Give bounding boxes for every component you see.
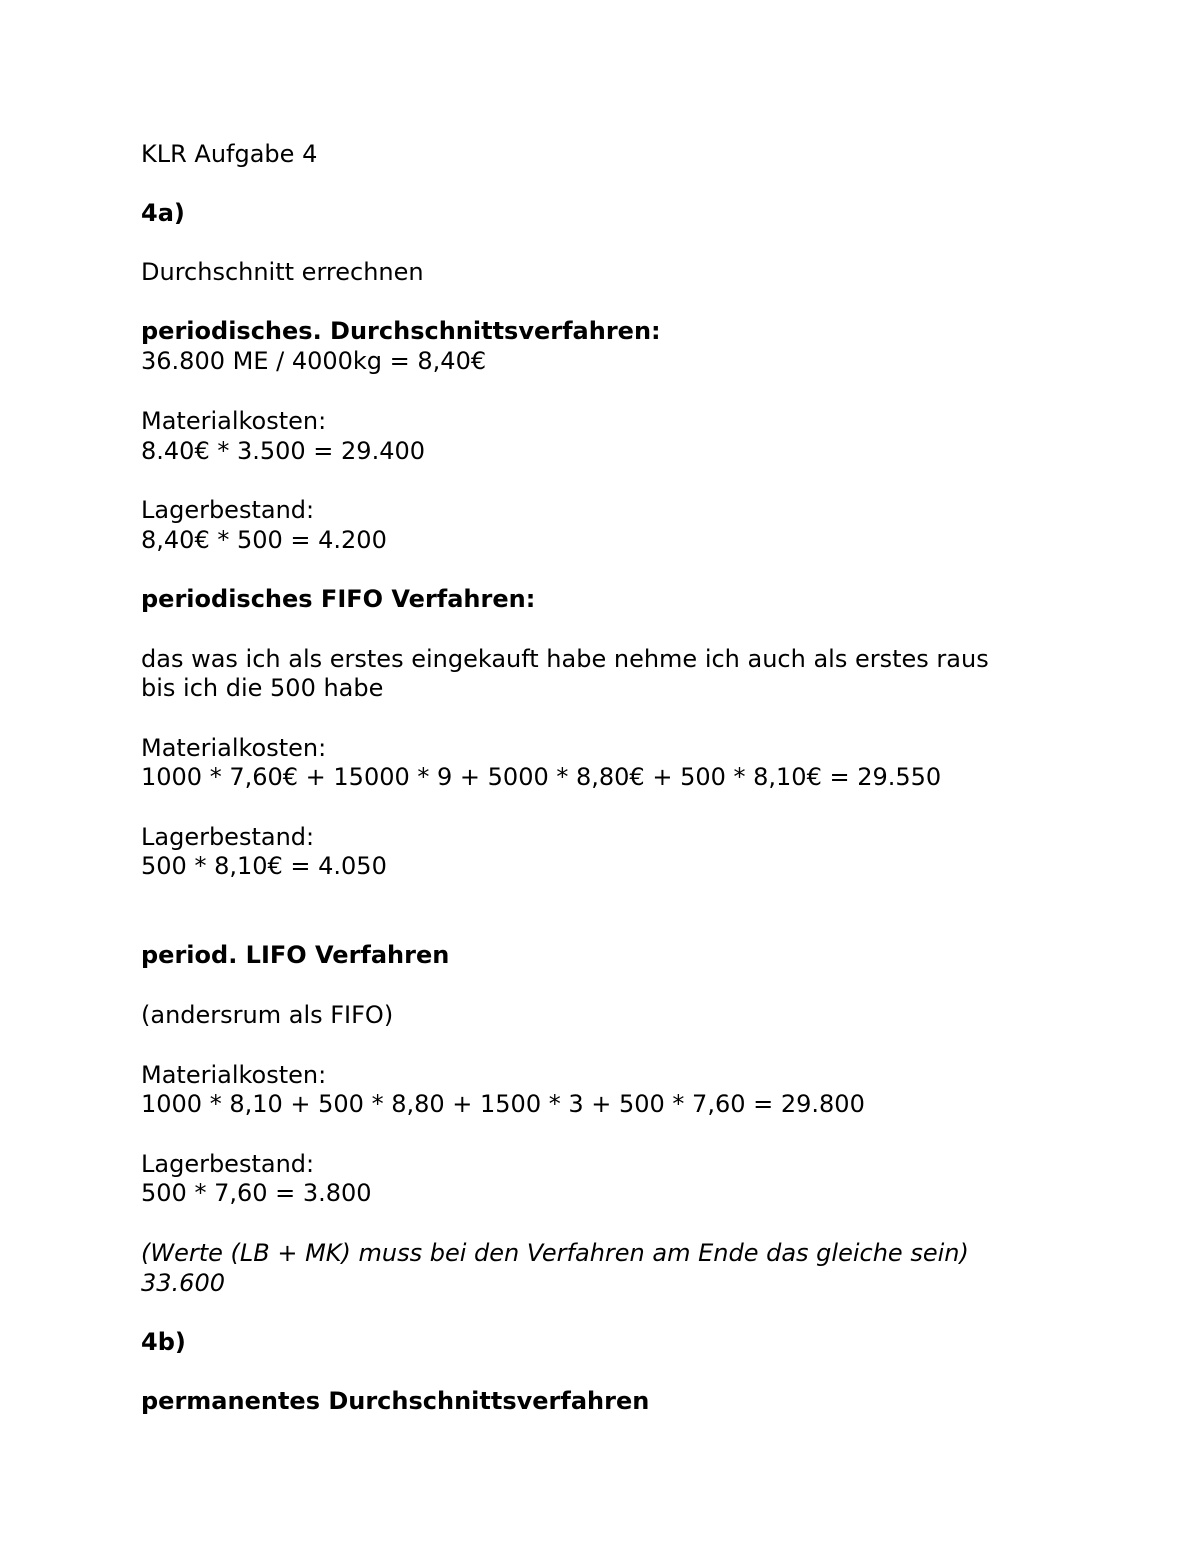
- periodic-average-heading: periodisches. Durchschnittsverfahren:: [141, 317, 661, 345]
- lifo-note: (andersrum als FIFO): [141, 1001, 394, 1029]
- fifo-lb-calc: 500 * 8,10€ = 4.050: [141, 852, 387, 880]
- periodic-average-lb-label: Lagerbestand:: [141, 496, 315, 524]
- intro-text: Durchschnitt errechnen: [141, 258, 424, 286]
- fifo-description-line2: bis ich die 500 habe: [141, 674, 384, 702]
- fifo-mk-label: Materialkosten:: [141, 734, 327, 762]
- check-value: 33.600: [141, 1269, 225, 1297]
- periodic-average-lb-calc: 8,40€ * 500 = 4.200: [141, 526, 387, 554]
- lifo-heading: period. LIFO Verfahren: [141, 941, 450, 969]
- fifo-description-line1: das was ich als erstes eingekauft habe nehme ich auch als erstes raus: [141, 645, 989, 673]
- fifo-heading: periodisches FIFO Verfahren:: [141, 585, 536, 613]
- periodic-average-calc: 36.800 ME / 4000kg = 8,40€: [141, 347, 487, 375]
- section-heading-4b: 4b): [141, 1328, 186, 1356]
- permanent-average-heading: permanentes Durchschnittsverfahren: [141, 1387, 650, 1415]
- section-heading-4a: 4a): [141, 199, 185, 227]
- periodic-average-mk-label: Materialkosten:: [141, 407, 327, 435]
- check-note: (Werte (LB + MK) muss bei den Verfahren am Ende das gleiche sein): [141, 1239, 969, 1267]
- lifo-lb-label: Lagerbestand:: [141, 1150, 315, 1178]
- fifo-lb-label: Lagerbestand:: [141, 823, 315, 851]
- fifo-mk-calc: 1000 * 7,60€ + 15000 * 9 + 5000 * 8,80€ + 500 * 8,10€ = 29.550: [141, 763, 942, 791]
- lifo-mk-label: Materialkosten:: [141, 1061, 327, 1089]
- periodic-average-mk-calc: 8.40€ * 3.500 = 29.400: [141, 437, 426, 465]
- document-title: KLR Aufgabe 4: [141, 140, 318, 168]
- lifo-lb-calc: 500 * 7,60 = 3.800: [141, 1179, 372, 1207]
- lifo-mk-calc: 1000 * 8,10 + 500 * 8,80 + 1500 * 3 + 500 * 7,60 = 29.800: [141, 1090, 865, 1118]
